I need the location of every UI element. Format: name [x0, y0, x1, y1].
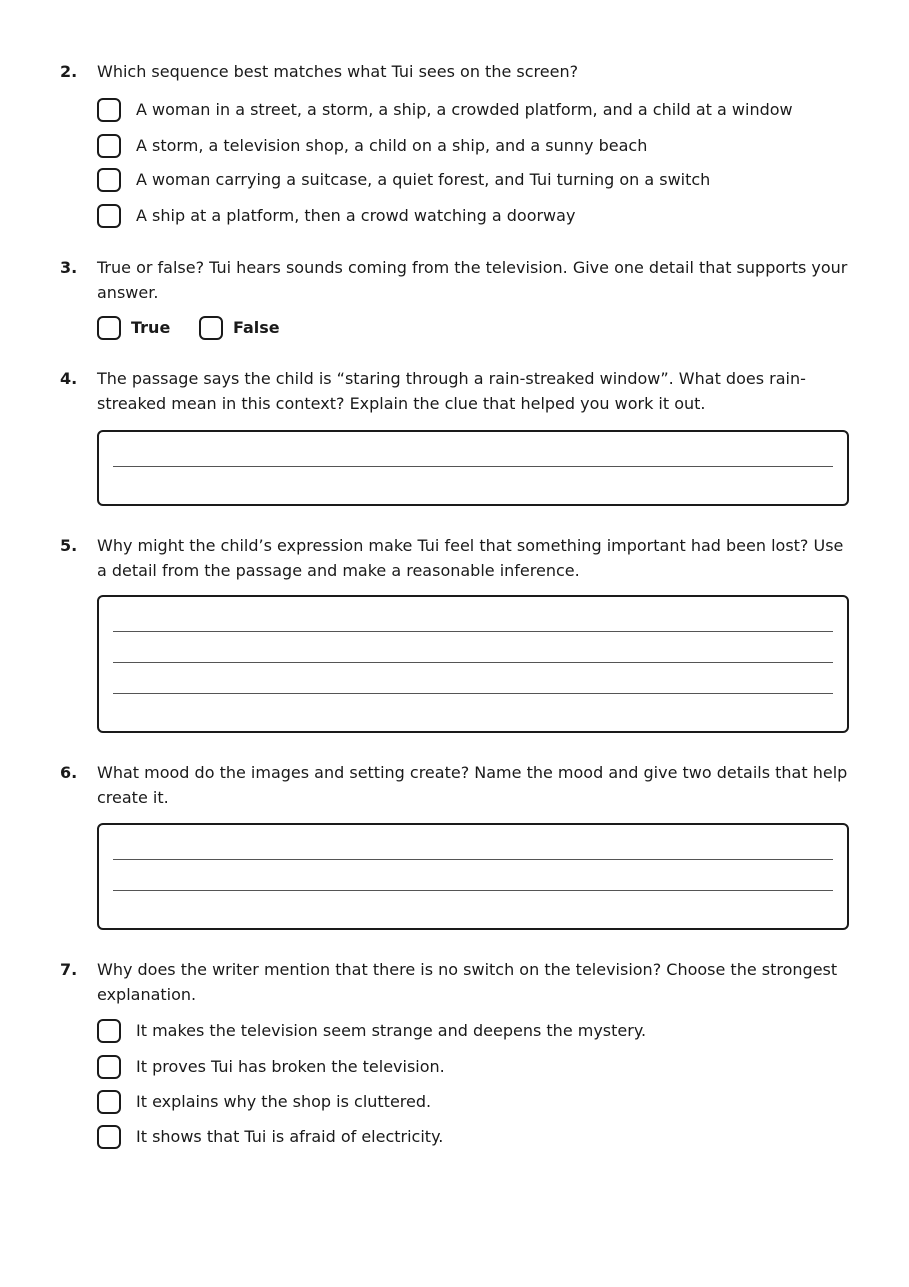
option-label: A storm, a television shop, a child on a ship, and a sunny beach — [136, 136, 648, 155]
checkbox[interactable] — [97, 1019, 121, 1043]
option-q2-b[interactable] — [97, 134, 857, 162]
option-false[interactable] — [199, 316, 289, 344]
question-number: 3. — [60, 258, 78, 277]
option-label: It makes the television seem strange and deepens the mystery. — [136, 1021, 647, 1040]
checkbox[interactable] — [199, 316, 223, 340]
writing-line — [113, 859, 833, 860]
option-q2-c[interactable] — [97, 168, 857, 196]
checkbox[interactable] — [97, 204, 121, 228]
question-number: 7. — [60, 960, 78, 979]
option-q7-b[interactable] — [97, 1055, 857, 1083]
writing-line — [113, 662, 833, 663]
option-q2-a[interactable] — [97, 98, 857, 126]
option-label: A woman in a street, a storm, a ship, a crowded platform, and a child at a window — [136, 100, 793, 119]
option-q7-d[interactable] — [97, 1125, 857, 1153]
question-text: True or false? Tui hears sounds coming from the television. Give one detail that supports your answer. — [97, 258, 848, 302]
question-number: 5. — [60, 536, 78, 555]
writing-line — [113, 693, 833, 694]
question-text: What mood do the images and setting create? Name the mood and give two details that help create it. — [97, 763, 848, 807]
option-q7-a[interactable] — [97, 1019, 857, 1047]
question-text: The passage says the child is “staring through a rain-streaked window”. What does rain-streaked mean in this context? Explain the clue that helped you work it out. — [97, 369, 806, 413]
option-label: A ship at a platform, then a crowd watching a doorway — [136, 206, 576, 225]
question-number: 4. — [60, 369, 78, 388]
checkbox[interactable] — [97, 1055, 121, 1079]
option-label: It explains why the shop is cluttered. — [136, 1092, 432, 1111]
question-text: Which sequence best matches what Tui sees on the screen? — [97, 62, 579, 81]
checkbox[interactable] — [97, 316, 121, 340]
writing-line — [113, 631, 833, 632]
checkbox[interactable] — [97, 1125, 121, 1149]
option-q7-c[interactable] — [97, 1090, 857, 1118]
question-text: Why might the child’s expression make Tui feel that something important had been lost? Use a detail from the passage and make a reasonable inference. — [97, 536, 844, 580]
option-label: True — [131, 318, 171, 337]
option-label: False — [233, 318, 280, 337]
checkbox[interactable] — [97, 168, 121, 192]
option-label: It proves Tui has broken the television. — [136, 1057, 445, 1076]
option-label: It shows that Tui is afraid of electricity. — [136, 1127, 444, 1146]
answer-box[interactable] — [97, 595, 849, 733]
option-label: A woman carrying a suitcase, a quiet forest, and Tui turning on a switch — [136, 170, 711, 189]
question-number: 2. — [60, 62, 78, 81]
writing-line — [113, 890, 833, 891]
option-q2-d[interactable] — [97, 204, 857, 232]
checkbox[interactable] — [97, 1090, 121, 1114]
answer-box[interactable] — [97, 823, 849, 930]
answer-box[interactable] — [97, 430, 849, 506]
question-number: 6. — [60, 763, 78, 782]
option-true[interactable] — [97, 316, 187, 344]
question-text: Why does the writer mention that there is no switch on the television? Choose the strongest explanation. — [97, 960, 838, 1004]
checkbox[interactable] — [97, 98, 121, 122]
checkbox[interactable] — [97, 134, 121, 158]
writing-line — [113, 466, 833, 467]
